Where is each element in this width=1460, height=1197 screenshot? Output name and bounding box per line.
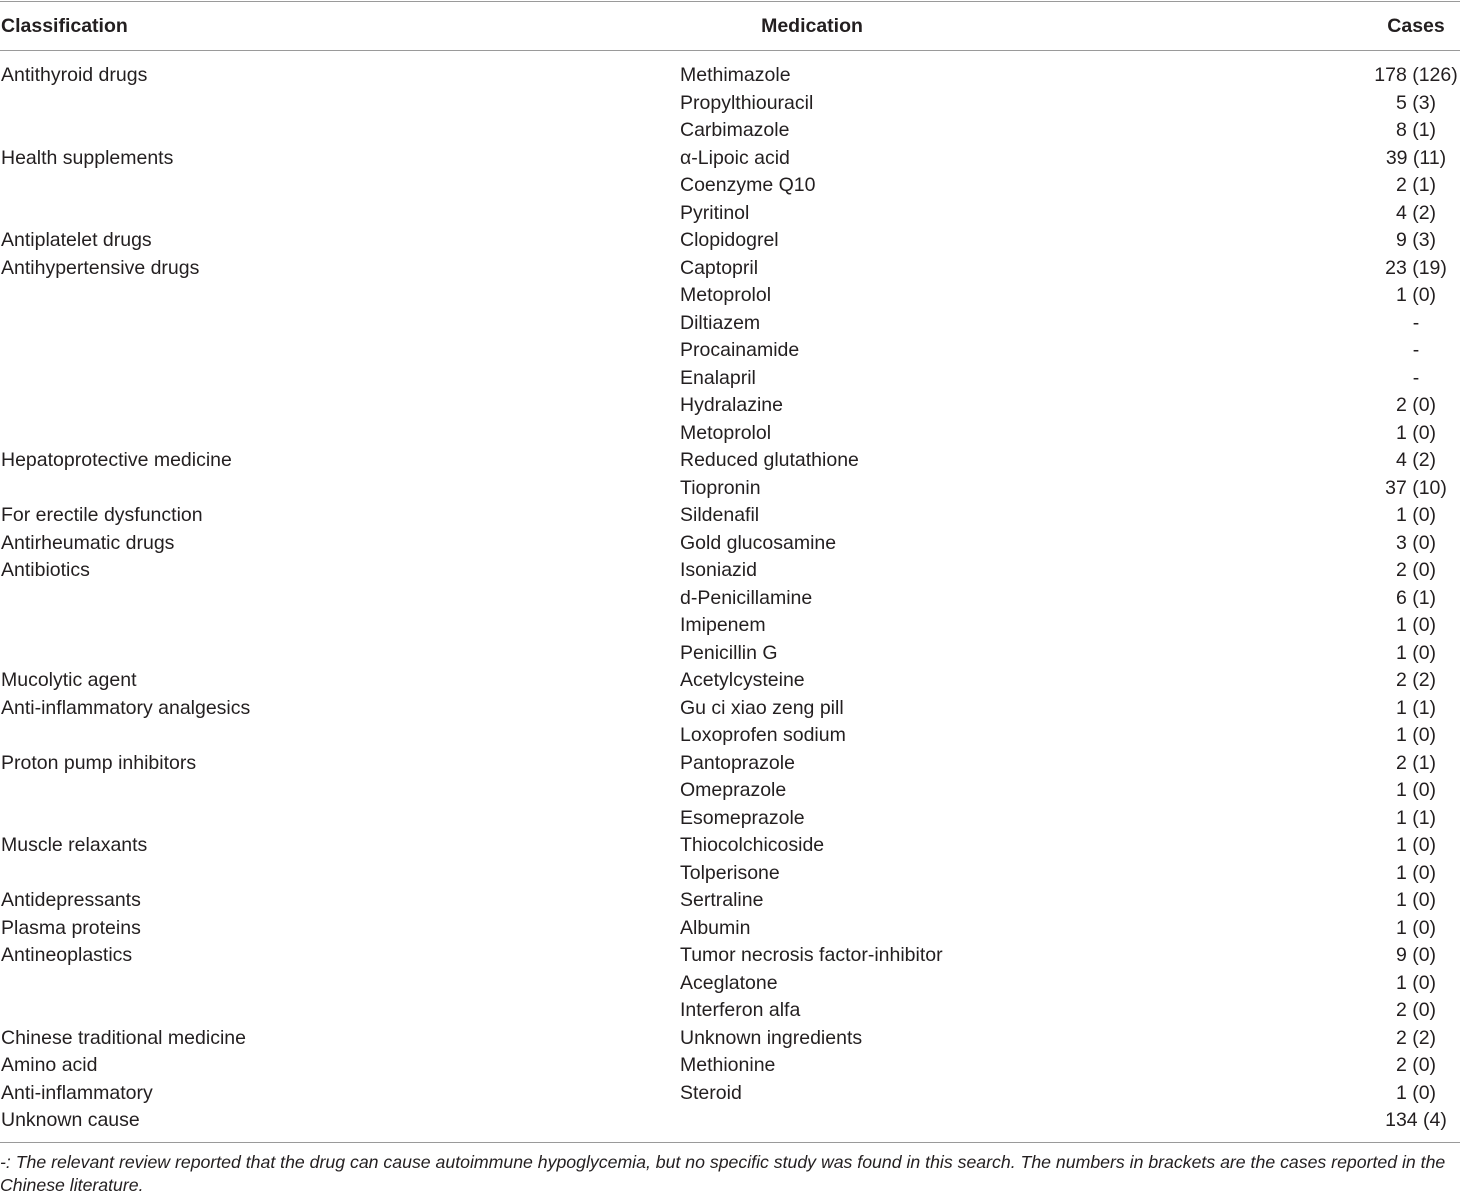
header-cases: Cases	[1387, 15, 1445, 37]
cases-cell: 2 (0)	[1395, 559, 1437, 581]
classification-cell	[1, 392, 671, 420]
cases-cell: 23 (19)	[1385, 256, 1447, 279]
medication-cell: Steroid	[680, 1081, 742, 1104]
cases-cell: 134 (4)	[1385, 1109, 1447, 1131]
table-row	[0, 557, 1460, 585]
table-row	[0, 777, 1460, 805]
cases-cell: -	[1412, 339, 1420, 361]
medication-cell: Aceglatone	[680, 971, 778, 994]
table-row	[0, 612, 1460, 640]
classification-cell: Chinese traditional medicine	[1, 1026, 246, 1049]
medication-cell: Enalapril	[680, 366, 756, 389]
medication-cell: Reduced glutathione	[680, 449, 859, 471]
table-row	[0, 447, 1460, 475]
cases-cell: 37 (10)	[1385, 476, 1447, 499]
classification-cell: Plasma proteins	[1, 916, 141, 939]
classification-cell: Antirheumatic drugs	[1, 531, 175, 554]
cases-cell: -	[1412, 366, 1420, 389]
medication-cell: Hydralazine	[680, 394, 783, 416]
cases-cell: 1 (0)	[1395, 834, 1437, 856]
table-row	[0, 475, 1460, 503]
medication-cell	[680, 1107, 1360, 1135]
table-row	[0, 90, 1460, 118]
medication-cell: Isoniazid	[680, 559, 757, 581]
medication-cell: Esomeprazole	[680, 806, 805, 829]
classification-cell: Muscle relaxants	[1, 834, 148, 856]
classification-cell	[1, 420, 671, 448]
table-row	[0, 915, 1460, 943]
cases-cell: 1 (0)	[1395, 861, 1437, 884]
table-footnote: -: The relevant review reported that the drug can cause autoimmune hypoglycemia, but no specific study was found in this search. The numbers in brackets are the cases reported in the Chinese literature.	[0, 1152, 1446, 1195]
table-row	[0, 860, 1460, 888]
classification-cell: Antithyroid drugs	[1, 64, 148, 86]
medication-cell: Penicillin G	[680, 641, 778, 664]
bottom-rule	[0, 1142, 1460, 1143]
classification-cell: Antibiotics	[1, 559, 90, 581]
cases-cell: 1 (0)	[1395, 724, 1437, 746]
classification-cell: Antidepressants	[1, 889, 141, 911]
cases-cell: 1 (1)	[1395, 806, 1437, 829]
medication-cell: Sildenafil	[680, 504, 760, 526]
medication-cell: Sertraline	[680, 889, 764, 911]
cases-cell: 178 (126)	[1374, 64, 1458, 86]
table-row	[0, 1052, 1460, 1080]
classification-cell: For erectile dysfunction	[1, 504, 203, 526]
table-row	[0, 887, 1460, 915]
medication-cell: α-Lipoic acid	[680, 146, 790, 169]
classification-cell	[1, 172, 671, 200]
cases-cell: 4 (2)	[1395, 449, 1437, 471]
medication-cell: Loxoprofen sodium	[680, 724, 846, 746]
cases-cell: 9 (3)	[1395, 229, 1437, 251]
classification-cell: Antineoplastics	[1, 944, 133, 966]
cases-cell: 2 (0)	[1395, 999, 1437, 1021]
medication-cell: Tolperisone	[680, 861, 780, 884]
classification-cell	[1, 310, 671, 338]
table-row	[0, 640, 1460, 668]
table-row	[0, 365, 1460, 393]
cases-cell: 2 (2)	[1395, 1026, 1437, 1049]
classification-cell	[1, 90, 671, 118]
medication-cell: Imipenem	[680, 614, 766, 636]
classification-cell: Health supplements	[1, 146, 174, 169]
classification-cell: Amino acid	[1, 1054, 98, 1076]
table-row	[0, 200, 1460, 228]
classification-cell: Proton pump inhibitors	[1, 751, 197, 774]
table-row	[0, 832, 1460, 860]
classification-cell	[1, 585, 671, 613]
classification-cell: Hepatoprotective medicine	[1, 449, 232, 471]
cases-cell: 8 (1)	[1395, 119, 1437, 141]
medication-cell: Albumin	[680, 916, 751, 939]
medication-cell: Thiocolchicoside	[680, 834, 825, 856]
cases-cell: 1 (0)	[1395, 1081, 1437, 1104]
classification-cell	[1, 337, 671, 365]
table-row	[0, 1107, 1460, 1135]
cases-cell: 9 (0)	[1395, 944, 1437, 966]
cases-cell: 2 (2)	[1395, 669, 1437, 691]
cases-cell: -	[1412, 311, 1420, 334]
cases-cell: 1 (0)	[1395, 779, 1437, 801]
classification-cell: Antihypertensive drugs	[1, 256, 200, 279]
medication-cell: Gold glucosamine	[680, 531, 837, 554]
cases-cell: 2 (1)	[1395, 174, 1437, 196]
cases-cell: 5 (3)	[1395, 91, 1437, 114]
cases-cell: 1 (0)	[1395, 889, 1437, 911]
table-row	[0, 805, 1460, 833]
table-row	[0, 255, 1460, 283]
medication-cell: Metoprolol	[680, 421, 772, 444]
medication-cell: Tiopronin	[680, 476, 761, 499]
classification-cell	[1, 282, 671, 310]
table-row	[0, 695, 1460, 723]
table-row	[0, 392, 1460, 420]
cases-cell: 1 (0)	[1395, 421, 1437, 444]
medication-cell: Pyritinol	[680, 201, 750, 224]
table-row	[0, 172, 1460, 200]
table-row	[0, 282, 1460, 310]
table-row	[0, 667, 1460, 695]
classification-cell	[1, 117, 671, 145]
cases-cell: 1 (0)	[1395, 916, 1437, 939]
classification-cell	[1, 200, 671, 228]
medication-cell: Propylthiouracil	[680, 91, 814, 114]
medication-cell: Interferon alfa	[680, 999, 801, 1021]
classification-cell	[1, 612, 671, 640]
table-row	[0, 117, 1460, 145]
medication-cell: d-Penicillamine	[680, 586, 813, 609]
header-classification: Classification	[1, 15, 128, 37]
table-row	[0, 1025, 1460, 1053]
classification-cell	[1, 475, 671, 503]
medication-cell: Metoprolol	[680, 284, 772, 306]
table-row	[0, 585, 1460, 613]
table-row	[0, 1080, 1460, 1108]
classification-cell: Anti-inflammatory	[1, 1081, 153, 1104]
classification-cell	[1, 640, 671, 668]
medication-cell: Methimazole	[680, 64, 791, 86]
table-body	[0, 62, 1460, 1135]
table-row	[0, 750, 1460, 778]
header-medication: Medication	[761, 15, 863, 37]
cases-cell: 1 (0)	[1395, 504, 1437, 526]
table-row	[0, 970, 1460, 998]
table-row	[0, 722, 1460, 750]
table-row	[0, 337, 1460, 365]
cases-cell: 1 (0)	[1395, 971, 1437, 994]
classification-cell	[1, 777, 671, 805]
classification-cell	[1, 997, 671, 1025]
medication-cell: Gu ci xiao zeng pill	[680, 696, 844, 719]
classification-cell: Anti-inflammatory analgesics	[1, 696, 251, 719]
table-row	[0, 997, 1460, 1025]
cases-cell: 4 (2)	[1395, 201, 1437, 224]
cases-cell: 3 (0)	[1395, 531, 1437, 554]
table-header	[0, 1, 1460, 51]
classification-cell	[1, 805, 671, 833]
medication-cell: Procainamide	[680, 339, 800, 361]
cases-cell: 2 (1)	[1395, 751, 1437, 774]
medication-cell: Diltiazem	[680, 311, 761, 334]
classification-cell	[1, 722, 671, 750]
cases-cell: 2 (0)	[1395, 1054, 1437, 1076]
cases-cell: 1 (0)	[1395, 641, 1437, 664]
medication-cell: Methionine	[680, 1054, 776, 1076]
medication-cell: Clopidogrel	[680, 229, 779, 251]
classification-cell	[1, 365, 671, 393]
cases-cell: 39 (11)	[1385, 146, 1447, 169]
medication-cell: Captopril	[680, 256, 759, 279]
cases-cell: 1 (1)	[1395, 696, 1437, 719]
table-row	[0, 62, 1460, 90]
cases-cell: 2 (0)	[1395, 394, 1437, 416]
medication-cell: Unknown ingredients	[680, 1026, 863, 1049]
medication-cell: Coenzyme Q10	[680, 174, 816, 196]
medication-cell: Omeprazole	[680, 779, 787, 801]
classification-cell: Unknown cause	[1, 1109, 140, 1131]
table-row	[0, 227, 1460, 255]
table-row	[0, 530, 1460, 558]
table-row	[0, 420, 1460, 448]
table-row	[0, 502, 1460, 530]
table-row	[0, 145, 1460, 173]
classification-cell	[1, 860, 671, 888]
table-row	[0, 310, 1460, 338]
cases-cell: 1 (0)	[1395, 614, 1437, 636]
medication-cell: Acetylcysteine	[680, 669, 805, 691]
classification-cell: Mucolytic agent	[1, 669, 137, 691]
medication-cell: Carbimazole	[680, 119, 790, 141]
table-row	[0, 942, 1460, 970]
cases-cell: 6 (1)	[1395, 586, 1437, 609]
cases-cell: 1 (0)	[1395, 284, 1437, 306]
medication-cell: Tumor necrosis factor-inhibitor	[680, 944, 943, 966]
medication-cell: Pantoprazole	[680, 751, 795, 774]
classification-cell	[1, 970, 671, 998]
classification-cell: Antiplatelet drugs	[1, 229, 152, 251]
